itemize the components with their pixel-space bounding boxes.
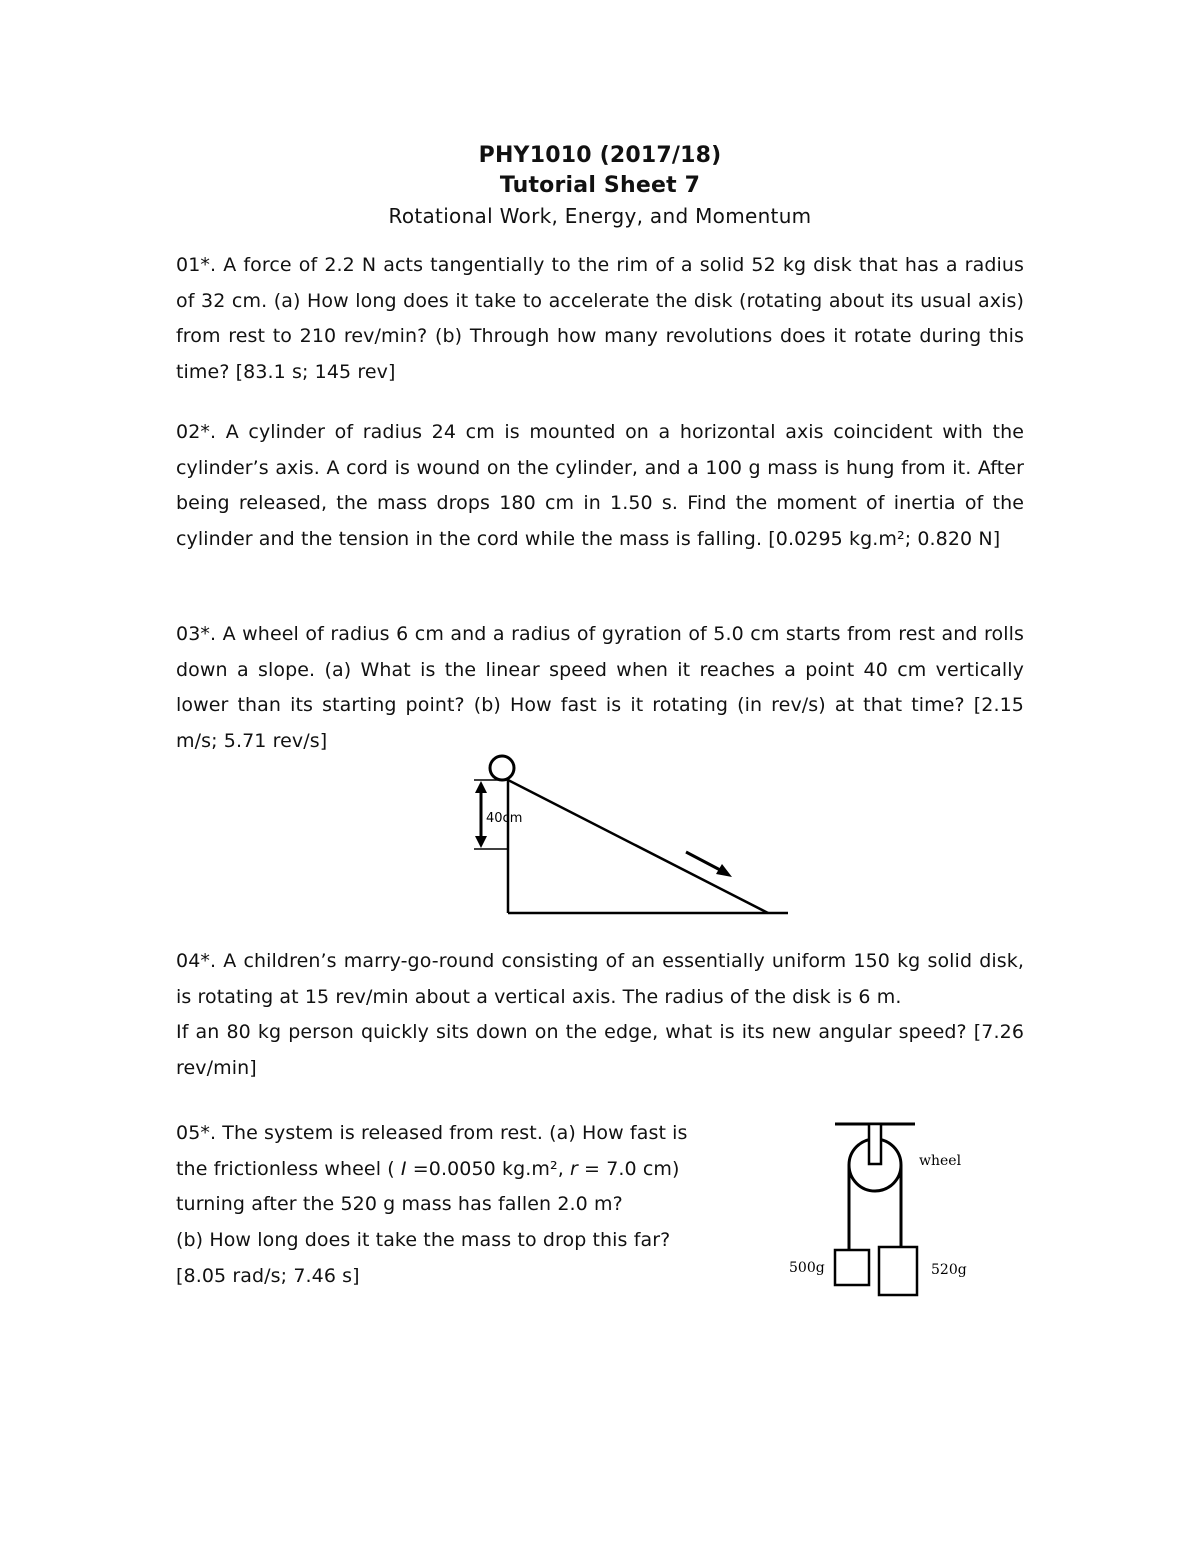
question-number: 01*. [176,254,217,276]
question-4 [176,944,1024,1087]
question-number: 04*. [176,950,217,972]
question-text: A wheel of radius 6 cm and a radius of gyration of 5.0 cm starts from rest and rolls down a slope. (a) What is the linear speed when it reaches a point 40 cm vertically lower than its starting point? (b) How fast is it rotating (in rev/s) at that time? [176,623,1024,717]
pulley-bracket [869,1124,881,1164]
direction-arrow-shaft [686,852,724,872]
question-2 [176,415,1024,558]
mass-520g [879,1247,917,1295]
question-text: = 7.0 cm) [577,1157,680,1180]
question-1 [176,248,1024,391]
question-number: 02*. [176,421,217,443]
question-answer: [83.1 s; 145 rev] [235,361,396,384]
rolling-wheel [490,756,514,780]
question-answer: [2.15 m/s; 5.71 rev/s] [176,694,1024,753]
question-number: 05*. [176,1122,217,1144]
wheel-label: wheel [919,1153,962,1169]
direction-arrow-head [716,864,732,877]
sheet-subtitle: Rotational Work, Energy, and Momentum [388,204,812,228]
pulley-figure [780,1115,970,1305]
incline-line [508,780,768,913]
question-text: the frictionless wheel ( [176,1157,401,1180]
slope-figure [460,750,800,925]
question-text: A force of 2.2 N acts tangentially to the rim of a solid 52 kg disk that has a radius of 32 cm. (a) How long does it take to accelerate the disk (rotating about its usual axis) from rest to 210 rev/min? (b) Through how many revolutions does it rotate during this time? [176,254,1024,384]
symbol-radius: r [570,1157,578,1180]
question-number: 03*. [176,623,217,645]
question-answer: [7.26 rev/min] [176,1021,1025,1080]
question-answer: [8.05 rad/s; 7.46 s] [176,1264,360,1287]
question-text: A children’s marry-go-round consisting of an essentially uniform 150 kg solid disk, is rotating at 15 rev/min about a vertical axis. The radius of the disk is 6 m. [176,950,1024,1008]
mass-520g-label: 520g [931,1262,967,1278]
height-arrow-up-head [475,781,487,793]
sheet-title: Tutorial Sheet 7 [499,173,701,198]
question-text: (b) How long does it take the mass to drop this far? [176,1229,671,1252]
course-title: PHY1010 (2017/18) [478,143,722,168]
mass-500g [835,1250,869,1285]
question-text: If an 80 kg person quickly sits down on the edge, what is its new angular speed? [176,1021,967,1044]
question-answer: [0.0295 kg.m²; 0.820 N] [768,528,1001,551]
mass-500g-label: 500g [789,1260,825,1276]
height-label: 40cm [486,811,523,826]
question-3 [176,617,1024,760]
symbol-inertia: I [400,1157,407,1180]
question-text: =0.0050 kg.m², [406,1157,570,1180]
question-text: turning after the 520 g mass has fallen 2.0 m? [176,1193,623,1216]
question-text: The system is released from rest. (a) How fast is [222,1122,688,1144]
sheet-header [0,140,1200,231]
question-5 [176,1116,736,1295]
height-arrow-down-head [475,836,487,848]
question-text: A cylinder of radius 24 cm is mounted on a horizontal axis coincident with the cylinder’s axis. A cord is wound on the cylinder, and a 100 g mass is hung from it. After being released, the mass drops 180 cm in 1.50 s. Find the moment of inertia of the cylinder and the tension in the cord while the mass is falling. [176,421,1025,551]
